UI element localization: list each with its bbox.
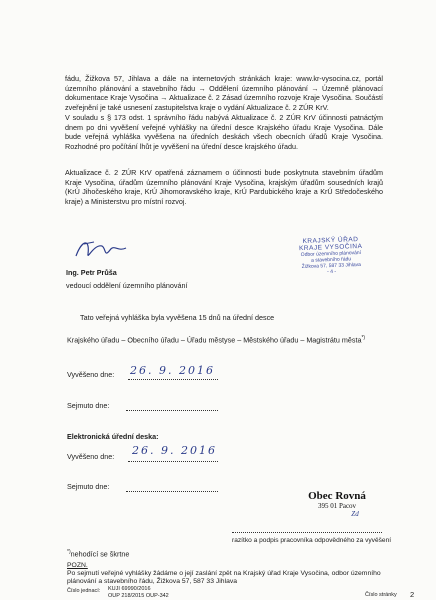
office-stamp: [289, 236, 372, 277]
removed-label: Sejmuto dne:: [67, 401, 110, 410]
municipality-stamp: [292, 490, 382, 518]
municipality-address: [292, 502, 382, 510]
e-removed-dotted-line: [126, 491, 218, 492]
handwritten-signature: [72, 236, 132, 266]
signatory-title: vedoucí oddělení územního plánování: [66, 281, 188, 290]
municipality-name: Obec Rovná: [308, 490, 366, 502]
municipality-initials: Zd: [351, 510, 359, 518]
paragraph-effect: V souladu s § 173 odst. 1 správního řádu nabývá Aktualizace č. 2 ZÚR KrV účinnosti patnáctým dnem po dni vyvěšení veřejné vyhlášky na úřední desce Krajského úřadu Kraje Vysočina. Dále bude veřejná vyhláška vyvěšena na úředních deskách všech obecních úřadů Kraje Vysočina. Rozhodné pro počítání lhůt je vyvěšení na úřední desce krajského úřadu.: [65, 113, 383, 151]
reference-label: Číslo jednací:: [67, 588, 101, 594]
page-number: 2: [410, 590, 415, 599]
stamp-line2: KRAJE VYSOČINA: [298, 242, 363, 253]
e-removed-label: Sejmuto dne:: [67, 482, 110, 491]
e-posted-dotted-line: [128, 461, 218, 462]
municipality-zip: 395 01: [317, 502, 338, 510]
paragraph-publication: fádu, Žižkova 57, Jihlava a dále na internetových stránkách kraje: www.kr-vysocina.cz, portál územního plánování a stavebního řádu → Oddělení územního plánování → Územně plánovací dokumentace Kraje Vysočina → Aktualizace č. 2 Zásad územního rozvoje Kraje Vysočina. Součástí zveřejnění je také usnesení zastupitelstva kraje o vydání Aktualizace č. 2 ZÚR KrV.: [65, 74, 383, 112]
signature-dotted-line: [232, 532, 382, 533]
note-title: POZN.: [67, 562, 88, 569]
signatory-name: Ing. Petr Průša: [66, 268, 117, 277]
electronic-board-heading: Elektronická úřední deska:: [67, 432, 159, 441]
posted-label: Vyvěšeno dne:: [67, 370, 115, 379]
stamp-line3: Odbor územního plánování: [300, 249, 362, 259]
stamp-line4: a stavebního řádu: [311, 256, 352, 264]
page-number-label: Číslo stránky: [365, 592, 397, 598]
posting-intro: Tato veřejná vyhláška byla vyvěšena 15 dnů na úřední desce: [80, 313, 275, 322]
footnote-reference: *): [361, 335, 366, 341]
stamp-line5: Žižkova 57, 587 33 Jihlava: [301, 261, 362, 271]
removed-dotted-line: [126, 410, 218, 411]
footnote-text: nehodící se škrtne: [70, 549, 130, 559]
posted-dotted-line: [128, 379, 218, 380]
reference-number-2: OUP 218/2015 OUP-342: [108, 593, 169, 599]
signature-caption: razítko a podpis pracovníka odpovědného za vyvěšení: [232, 537, 392, 544]
posting-offices: [67, 334, 365, 345]
posting-offices-text: Krajského úřadu – Obecního úřadu – Úřadu městyse – Městského úřadu – Magistrátu města: [67, 335, 362, 345]
footnote-mark: *): [67, 549, 71, 555]
stamp-line1: KRAJSKÝ ÚŘAD: [302, 236, 359, 245]
note-text: Po sejmutí veřejné vyhlášky žádáme o její zaslání zpět na Krajský úřad Kraje Vysočina, odbor územního plánování a stavebního řádu, Žižkova 57, 587 33 Jihlava: [67, 570, 381, 585]
e-posted-date-handwritten: 26. 9. 2016: [132, 444, 217, 457]
footnote: [67, 548, 129, 559]
paragraph-distribution: Aktualizace č. 2 ZÚR KrV opatřená záznamem o účinnosti bude poskytnuta stavebním úřadům Kraje Vysočina, úřadům územního plánování Kraje Vysočina, krajským úřadům sousedních krajů (KrÚ Jihočeského kraje, KrÚ Jihomoravského kraje, KrÚ Pardubického kraje a KrÚ Středočeského kraje) a Ministerstvu pro místní rozvoj.: [65, 168, 383, 206]
e-posted-label: Vyvěšeno dne:: [67, 452, 115, 461]
municipality-city: Pacov: [338, 502, 357, 510]
posted-date-handwritten: 26. 9. 2016: [130, 364, 215, 377]
stamp-number: - 4 -: [327, 268, 337, 276]
reference-number-1: KUJI 69990/2016: [108, 586, 151, 592]
